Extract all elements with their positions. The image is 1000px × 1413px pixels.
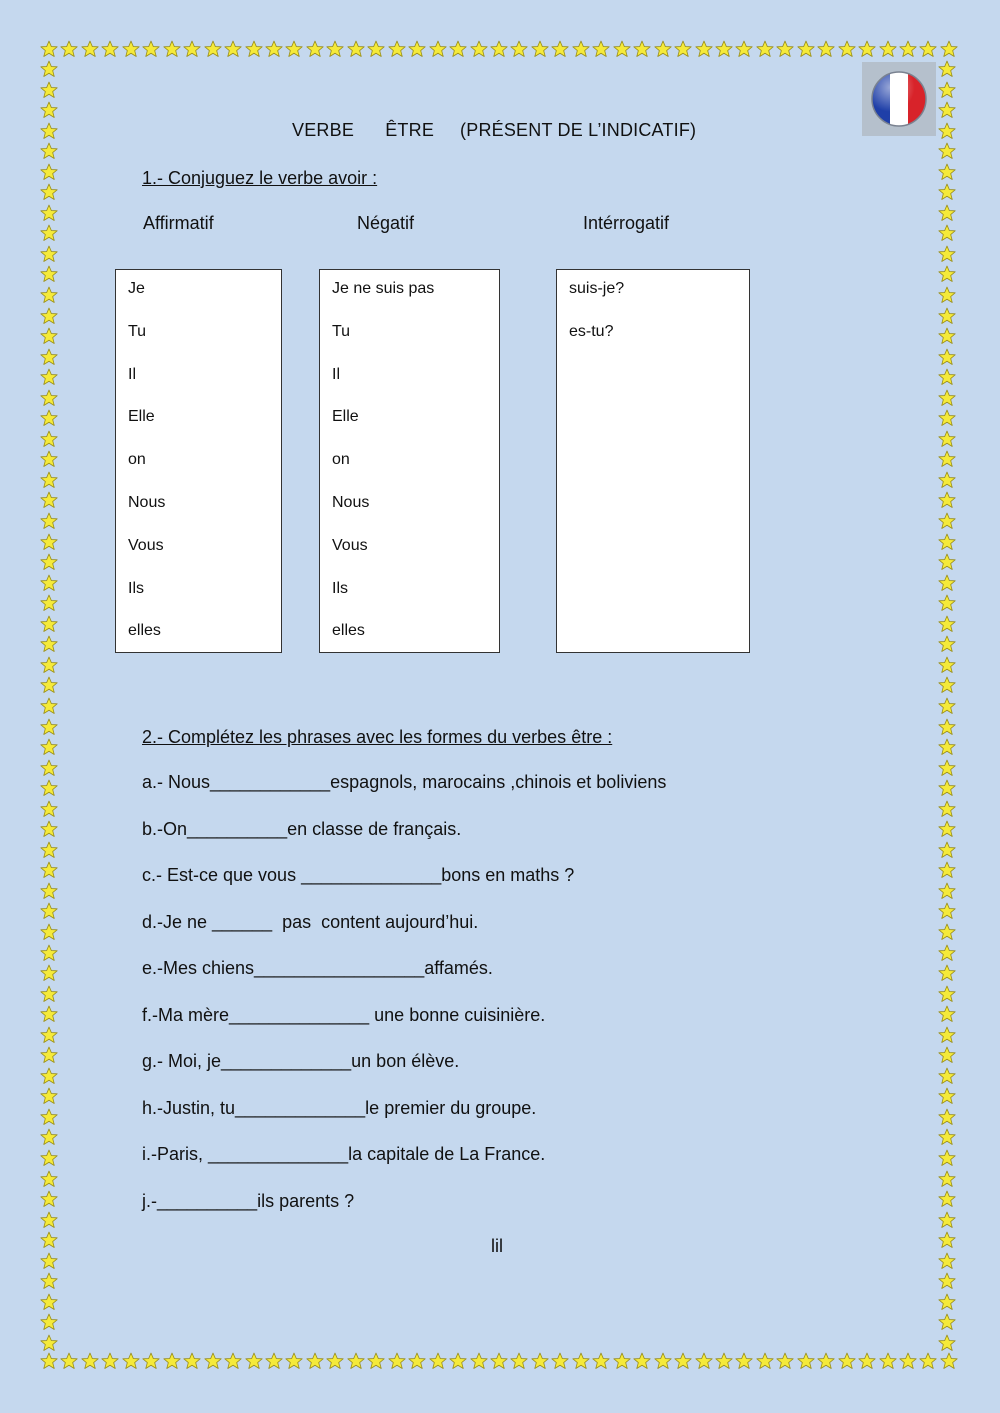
conjugation-item: Nous [332,493,370,511]
star-icon [40,882,58,900]
conjugation-item: elles [128,622,161,640]
star-icon [940,1352,958,1370]
star-icon [470,40,488,58]
star-icon [60,40,78,58]
star-icon [938,820,956,838]
star-icon [122,40,140,58]
star-icon [592,40,610,58]
star-icon [40,1313,58,1331]
sentence-item: h.-Justin, tu_____________le premier du groupe. [142,1097,537,1118]
star-icon [938,224,956,242]
star-icon [879,1352,897,1370]
star-icon [938,1272,956,1290]
conjugation-item: Ils [332,579,348,597]
star-icon [551,1352,569,1370]
conjugation-item: on [128,451,146,469]
star-icon [735,1352,753,1370]
star-icon [938,533,956,551]
star-icon [40,902,58,920]
french-flag-icon [870,70,928,128]
star-icon [40,1026,58,1044]
star-icon [285,1352,303,1370]
star-icon [613,40,631,58]
star-icon [938,1293,956,1311]
star-icon [938,60,956,78]
star-icon [938,676,956,694]
star-icon [633,1352,651,1370]
sentence-item: b.-On__________en classe de français. [142,818,462,839]
star-icon [245,1352,263,1370]
star-icon [938,615,956,633]
star-icon [326,1352,344,1370]
star-icon [40,1190,58,1208]
conjugation-item: Tu [128,322,147,340]
star-icon [938,944,956,962]
star-icon [938,800,956,818]
star-icon [40,738,58,756]
star-icon [40,409,58,427]
star-icon [40,635,58,653]
star-icon [40,820,58,838]
star-icon [938,1170,956,1188]
sentence-item: g.- Moi, je_____________un bon élève. [142,1051,460,1071]
star-icon [306,40,324,58]
star-icon [40,1108,58,1126]
conjugation-box-negatif[interactable] [319,269,500,653]
star-icon [40,471,58,489]
section2-heading: 2.- Complétez les phrases avec les formes du verbes être : [142,727,613,747]
star-icon [919,1352,937,1370]
footer-text: lil [491,1236,503,1256]
star-icon [40,348,58,366]
conjugation-item: Il [128,365,136,383]
star-icon [40,1046,58,1064]
star-icon [940,40,958,58]
star-icon [938,718,956,736]
star-icon [817,40,835,58]
star-icon [938,985,956,1003]
star-icon [40,1293,58,1311]
star-icon [429,1352,447,1370]
star-border-left [40,60,60,1352]
star-icon [858,40,876,58]
star-icon [938,512,956,530]
column-header-affirmatif: Affirmatif [143,213,214,233]
star-icon [40,1128,58,1146]
star-icon [204,40,222,58]
conjugation-item: on [332,451,350,469]
page-title: VERBE ÊTRE (PRÉSENT DE L’INDICATIF) [292,120,697,140]
star-icon [938,286,956,304]
star-icon [183,40,201,58]
sentence-item: a.- Nous____________espagnols, marocains ,chinois et boliviens [142,772,667,792]
sentence-item: f.-Ma mère______________ une bonne cuisinière. [142,1004,546,1025]
star-icon [265,40,283,58]
conjugation-list [128,280,165,665]
star-icon [938,759,956,777]
star-icon [101,40,119,58]
conjugation-item: Elle [332,408,359,426]
star-icon [613,1352,631,1370]
star-icon [938,574,956,592]
star-icon [938,882,956,900]
star-icon [938,656,956,674]
star-icon [674,40,692,58]
star-icon [695,40,713,58]
conjugation-item: Tu [332,322,351,340]
star-icon [429,40,447,58]
star-icon [938,738,956,756]
star-icon [40,142,58,160]
star-icon [938,1005,956,1023]
conjugation-item: Nous [128,493,166,511]
star-icon [490,40,508,58]
star-icon [470,1352,488,1370]
star-icon [347,1352,365,1370]
star-icon [938,902,956,920]
star-icon [938,1211,956,1229]
star-icon [938,368,956,386]
star-icon [40,101,58,119]
star-icon [40,676,58,694]
conjugation-item: Il [332,365,340,383]
star-icon [40,430,58,448]
star-icon [938,779,956,797]
star-icon [326,40,344,58]
star-border-top [40,40,958,60]
column-header-negatif: Négatif [357,213,415,233]
star-icon [40,1211,58,1229]
star-icon [40,718,58,736]
star-icon [938,594,956,612]
star-icon [40,1334,58,1352]
star-icon [938,122,956,140]
conjugation-item: Je [128,280,145,297]
star-icon [81,1352,99,1370]
star-icon [347,40,365,58]
star-icon [388,40,406,58]
sentence-item: d.-Je ne ______ pas content aujourd’hui. [142,911,479,932]
star-icon [756,1352,774,1370]
star-icon [367,1352,385,1370]
star-icon [756,40,774,58]
star-icon [40,307,58,325]
star-icon [938,163,956,181]
star-icon [817,1352,835,1370]
star-icon [40,204,58,222]
star-icon [449,1352,467,1370]
star-icon [40,265,58,283]
star-icon [40,491,58,509]
star-icon [938,142,956,160]
star-icon [879,40,897,58]
star-icon [40,60,58,78]
star-icon [938,553,956,571]
star-icon [938,841,956,859]
star-icon [938,964,956,982]
star-icon [40,779,58,797]
star-icon [40,40,58,58]
sentence-item: i.-Paris, ______________la capitale de La France. [142,1144,546,1164]
conjugation-item: Vous [332,536,368,554]
star-icon [938,204,956,222]
star-icon [899,40,917,58]
conjugation-list [569,280,624,366]
star-border-right [938,60,958,1352]
conjugation-box-affirmatif[interactable] [115,269,282,653]
star-icon [40,861,58,879]
star-icon [40,245,58,263]
star-icon [40,697,58,715]
star-icon [938,1149,956,1167]
star-icon [938,245,956,263]
star-icon [938,265,956,283]
star-icon [938,101,956,119]
column-header-interrogatif: Intérrogatif [583,213,670,233]
star-icon [654,1352,672,1370]
star-icon [224,1352,242,1370]
star-icon [797,1352,815,1370]
star-icon [572,40,590,58]
star-icon [40,450,58,468]
star-icon [938,861,956,879]
star-icon [40,1087,58,1105]
star-icon [715,1352,733,1370]
star-icon [408,40,426,58]
star-border-bottom [40,1352,958,1372]
star-icon [654,40,672,58]
section1-heading: 1.- Conjuguez le verbe avoir : [142,168,378,188]
star-icon [40,1170,58,1188]
flag-badge [862,62,936,136]
star-icon [142,40,160,58]
star-icon [40,964,58,982]
star-icon [40,656,58,674]
star-icon [40,553,58,571]
star-icon [531,1352,549,1370]
star-icon [40,1005,58,1023]
conjugation-item: suis-je? [569,280,625,297]
star-icon [938,307,956,325]
star-icon [938,409,956,427]
star-icon [265,1352,283,1370]
star-icon [938,183,956,201]
star-icon [510,1352,528,1370]
conjugation-box-interrogatif[interactable] [556,269,750,653]
star-icon [40,163,58,181]
star-icon [838,1352,856,1370]
star-icon [40,923,58,941]
star-icon [40,1149,58,1167]
conjugation-item: Elle [128,408,155,426]
star-icon [938,1231,956,1249]
star-icon [81,40,99,58]
star-icon [938,635,956,653]
star-icon [938,1190,956,1208]
star-icon [838,40,856,58]
star-icon [245,40,263,58]
star-icon [142,1352,160,1370]
star-icon [40,1252,58,1270]
star-icon [204,1352,222,1370]
star-icon [40,574,58,592]
star-icon [40,1231,58,1249]
star-icon [715,40,733,58]
star-icon [40,800,58,818]
star-icon [858,1352,876,1370]
star-icon [40,81,58,99]
star-icon [490,1352,508,1370]
sentence-item: j.-__________ils parents ? [142,1190,355,1211]
star-icon [551,40,569,58]
star-icon [938,430,956,448]
conjugation-list [332,280,434,665]
star-icon [40,759,58,777]
star-icon [938,471,956,489]
star-icon [633,40,651,58]
star-icon [938,1046,956,1064]
star-icon [776,40,794,58]
star-icon [938,1026,956,1044]
star-icon [797,40,815,58]
sentence-item: c.- Est-ce que vous ______________bons en maths ? [142,865,575,885]
star-icon [938,491,956,509]
star-icon [163,40,181,58]
conjugation-item: Je ne suis pas [332,280,435,297]
star-icon [40,183,58,201]
star-icon [40,944,58,962]
star-icon [40,512,58,530]
star-icon [938,1313,956,1331]
star-icon [695,1352,713,1370]
star-icon [938,81,956,99]
star-icon [40,594,58,612]
star-icon [938,348,956,366]
star-icon [183,1352,201,1370]
star-icon [919,40,937,58]
sentence-item: e.-Mes chiens_________________affamés. [142,958,493,978]
star-icon [531,40,549,58]
star-icon [938,389,956,407]
star-icon [938,1334,956,1352]
star-icon [408,1352,426,1370]
star-icon [449,40,467,58]
star-icon [40,841,58,859]
star-icon [367,40,385,58]
star-icon [40,224,58,242]
star-icon [40,389,58,407]
star-icon [163,1352,181,1370]
star-icon [40,286,58,304]
star-icon [40,985,58,1003]
conjugation-item: es-tu? [569,322,614,340]
star-icon [60,1352,78,1370]
star-icon [776,1352,794,1370]
star-icon [40,327,58,345]
star-icon [306,1352,324,1370]
star-icon [224,40,242,58]
star-icon [938,327,956,345]
star-icon [938,1108,956,1126]
sentence-list [142,770,666,1235]
star-icon [592,1352,610,1370]
star-icon [40,122,58,140]
star-icon [938,1128,956,1146]
star-icon [674,1352,692,1370]
conjugation-item: elles [332,622,365,640]
star-icon [938,1087,956,1105]
star-icon [122,1352,140,1370]
star-icon [40,368,58,386]
conjugation-item: Ils [128,579,144,597]
star-icon [40,1067,58,1085]
star-icon [40,533,58,551]
star-icon [572,1352,590,1370]
star-icon [101,1352,119,1370]
star-icon [938,1067,956,1085]
star-icon [735,40,753,58]
star-icon [938,1252,956,1270]
star-icon [285,40,303,58]
star-icon [40,615,58,633]
star-icon [938,450,956,468]
star-icon [899,1352,917,1370]
star-icon [388,1352,406,1370]
star-icon [938,697,956,715]
conjugation-item: Vous [128,536,164,554]
star-icon [938,923,956,941]
star-icon [510,40,528,58]
star-icon [40,1352,58,1370]
star-icon [40,1272,58,1290]
